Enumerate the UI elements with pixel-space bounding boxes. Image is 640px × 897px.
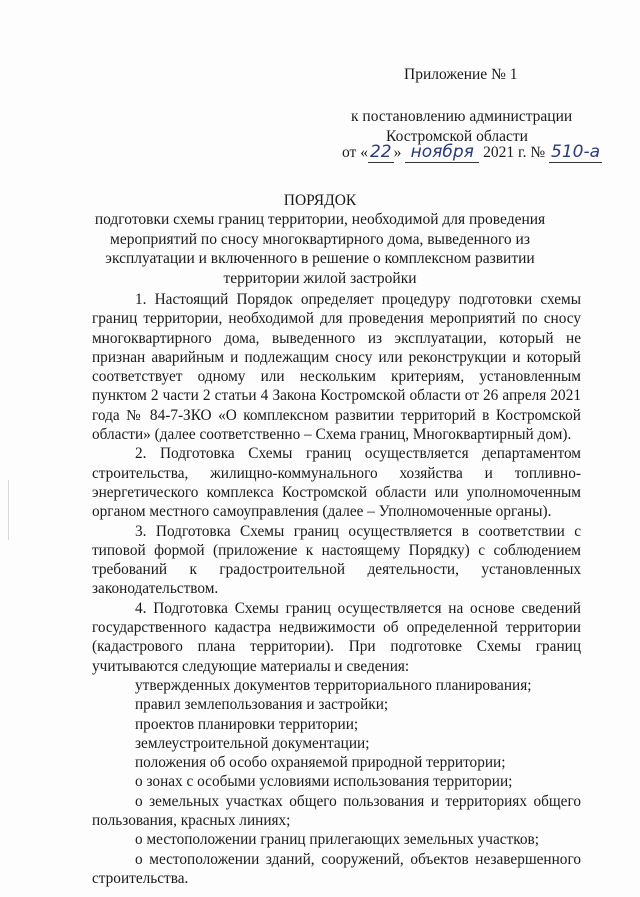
date-prefix: от « (342, 144, 368, 161)
region-name: Костромской области (386, 128, 528, 145)
handwritten-number: 510-а (551, 142, 600, 162)
document-title: ПОРЯДОК (283, 192, 357, 209)
list-item: проектов планировки территории; (135, 715, 359, 733)
list-item: положения об особо охраняемой природной территории; (135, 754, 506, 772)
scan-artifact (8, 480, 9, 540)
handwritten-month: ноября (405, 143, 479, 163)
paragraph-3: 3. Подготовка Схемы границ осуществляется в соответствии с типовой формой (приложение к настоящему Порядку) с соблюдением требований к градостроительной деятельности, установленных законодательством. (92, 522, 581, 598)
paragraph-2: 2. Подготовка Схемы границ осуществляется департаментом строительства, жилищно-коммунального хозяйства и топливно-энергетического комплекса Костромской области или уполномоченным органом местного самоуправления (далее – Уполномоченные органы). (92, 445, 581, 521)
list-item: о зонах с особыми условиями использования территории; (135, 773, 513, 791)
list-item: правил землепользования и застройки; (135, 696, 389, 714)
paragraph-1: 1. Настоящий Порядок определяет процедуру подготовки схемы границ территории, необходимой для проведения мероприятий по сносу многоквартирного дома, выведенного из эксплуатации, который не признан аварийным и подлежащим сносу или реконструкции и который соответствует одному или нескольким критериям, установленным пунктом 2 части 2 статьи 4 Закона Костромской области от 26 апреля 2021 года № 84-7-ЗКО «О комплексном развитии территорий в Костромской области» (далее соответственно – Схема границ, Многоквартирный дом). (92, 291, 581, 444)
year-text: 2021 г. № (479, 144, 549, 161)
list-item: о земельных участках общего пользования и территориях общего пользования, красных линиях; (92, 792, 581, 830)
date-mid: » (393, 144, 406, 161)
decree-reference: к постановлению администрации (351, 108, 573, 125)
list-item: о местоположении границ прилегающих земельных участков; (135, 831, 540, 849)
handwritten-day: 22 (369, 142, 392, 162)
decree-date-line (342, 143, 602, 163)
paragraph-4: 4. Подготовка Схемы границ осуществляется на основе сведений государственного кадастра недвижимости об определенной территории (кадастрового плана территории). При подготовке Схемы границ учитываются следующие материалы и сведения: (92, 599, 581, 675)
document-body (92, 290, 581, 888)
document-subtitle: подготовки схемы границ территории, необходимой для проведения мероприятий по сносу многоквартирного дома, выведенного из эксплуатации и включенного в решение о комплексном развитии территории жилой застройки (94, 211, 546, 287)
list-item: утвержденных документов территориального планирования; (135, 676, 532, 694)
list-item: землеустроительной документации; (135, 734, 370, 752)
list-item: о местоположении зданий, сооружений, объектов незавершенного строительства. (92, 850, 581, 887)
appendix-label: Приложение № 1 (404, 66, 518, 83)
